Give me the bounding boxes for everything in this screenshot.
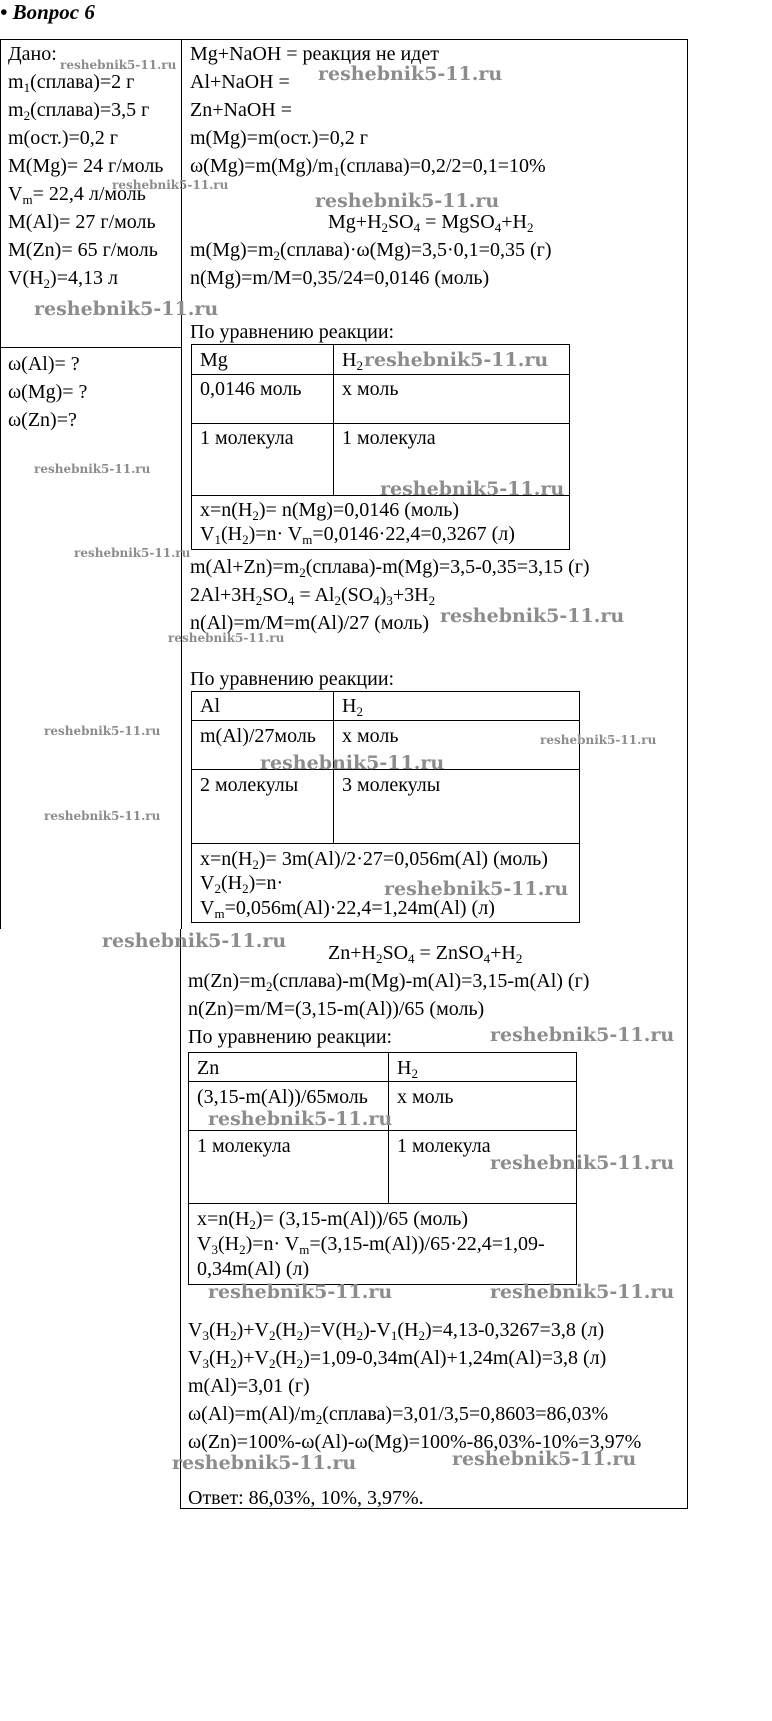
watermark: reshebnik5-11.ru	[34, 298, 219, 320]
given-M-Mg: M(Mg)= 24 г/моль	[8, 155, 164, 177]
table-zn-cell: x моль	[397, 1086, 454, 1108]
table-mg-formula-2: $V_1(H_2)=n\cdot V_m=0,0146\cdot 22,4=0,3267$ (л)	[200, 523, 515, 547]
watermark: reshebnik5-11.ru	[44, 724, 161, 738]
table-al-hline-1	[191, 720, 580, 721]
watermark: reshebnik5-11.ru	[208, 1281, 393, 1303]
answer: Ответ: 86,03%, 10%, 3,97%.	[188, 1487, 424, 1509]
by-equation-2: По уравнению реакции:	[190, 668, 395, 690]
frame-top-line	[0, 39, 688, 40]
watermark: reshebnik5-11.ru	[315, 190, 500, 212]
watermark: reshebnik5-11.ru	[380, 478, 565, 500]
table-mg-header-h2: $H_2$	[342, 349, 363, 373]
watermark: reshebnik5-11.ru	[384, 878, 569, 900]
sol-line-15: $\omega(Al)=m(Al)/m_2(сплава)=3,01/3,5=0,8603=86,03\%$	[188, 1403, 609, 1427]
table-al-formula-3: $V_m=0,056m(Al)\cdot 22,4=1,24m(Al)$ (л)	[200, 897, 495, 921]
table-mg-hline-2	[191, 423, 570, 424]
table-al-header-h2: $H_2$	[342, 695, 363, 719]
table-zn-cell: 1 молекула	[397, 1135, 491, 1157]
by-equation-1: По уравнению реакции:	[190, 321, 395, 343]
watermark: reshebnik5-11.ru	[172, 1452, 357, 1474]
sol-line-16: ω(Zn)=100%-ω(Al)-ω(Mg)=100%-86,03%-10%=3,97%	[188, 1431, 642, 1453]
table-mg-cell: 1 молекула	[200, 427, 294, 449]
table-mg-cell: x моль	[342, 378, 399, 400]
watermark: reshebnik5-11.ru	[74, 546, 191, 560]
table-zn-formula-1: $x=n(H_2)= (3,15-m(Al))/65$ (моль)	[197, 1208, 469, 1232]
given-m-rest: m(ост.)=0,2 г	[8, 127, 118, 149]
table-al-header-al: Al	[200, 695, 220, 717]
sol-line-9: n(Al)=m/M=m(Al)/27 (моль)	[190, 612, 430, 634]
table-zn-hline-3	[188, 1203, 577, 1204]
find-w-mg: ω(Mg)= ?	[8, 381, 88, 403]
table-mg-cell: 0,0146 моль	[200, 378, 302, 400]
sol-line-6: $m(Mg)=m_2(сплава)\cdot\omega(Mg)=3,5\cdot 0,1=0,35$ (г)	[190, 239, 552, 263]
watermark: reshebnik5-11.ru	[260, 752, 445, 774]
table-mg-vline	[333, 344, 334, 496]
given-V-H2: $V(H_2)=4,13$ л	[8, 267, 118, 291]
table-al-cell: m(Al)/27моль	[200, 725, 316, 747]
table-mg-formula-1: $x=n(H_2)= n(Mg)=0,0146$ (моль)	[200, 499, 460, 523]
by-equation-3: По уравнению реакции:	[188, 1026, 393, 1048]
sol-line-3: Zn+NaOH =	[190, 99, 292, 121]
watermark: reshebnik5-11.ru	[44, 809, 161, 823]
watermark: reshebnik5-11.ru	[540, 733, 657, 747]
watermark: reshebnik5-11.ru	[168, 631, 285, 645]
sol-line-5: $\omega(Mg)=m(Mg)/m_1(сплава)=0,2/2=0,1=10\%$	[190, 155, 546, 179]
question-header: • Вопрос 6	[0, 0, 95, 24]
given-find-separator	[0, 347, 182, 348]
sol-line-11: n(Zn)=m/M=(3,15-m(Al))/65 (моль)	[188, 998, 485, 1020]
table-al-formula-2: $V_2(H_2)=n\cdot$	[200, 872, 284, 896]
given-Vm: $V_m= 22,4$ л/моль	[8, 183, 146, 207]
sol-line-13: $V_3(H_2)+V_2(H_2)=1,09-0,34m(Al)+1,24m(Al)=3,8$ (л)	[188, 1347, 607, 1371]
table-al-hline-3	[191, 843, 580, 844]
table-al-cell: x моль	[342, 725, 399, 747]
frame-right-line	[687, 39, 688, 1509]
given-m1: $m_1(сплава)=2$ г	[8, 71, 135, 95]
given-M-Al: M(Al)= 27 г/моль	[8, 211, 156, 233]
table-zn-hline-2	[188, 1130, 577, 1131]
given-title: Дано:	[8, 43, 57, 65]
reaction-mg: $Mg+H_2SO_4$ = $MgSO_4+H_2$	[328, 211, 534, 235]
reaction-al: $2Al+3H_2SO_4 = Al_2(SO_4)_3+3H_2$	[190, 584, 436, 608]
frame-left-line	[0, 39, 1, 929]
watermark: reshebnik5-11.ru	[490, 1281, 675, 1303]
sol-line-8: $m(Al+Zn)=m_2(сплава)-m(Mg)=3,5-0,35=3,15$ (г)	[190, 556, 590, 580]
table-zn-cell: 1 молекула	[197, 1135, 291, 1157]
table-zn-formula-2: $V_3(H_2)=n\cdot V_m=(3,15-m(Al))/65\cdot 22,4=1,09-$	[197, 1233, 545, 1257]
watermark: reshebnik5-11.ru	[490, 1152, 675, 1174]
watermark: reshebnik5-11.ru	[34, 462, 151, 476]
given-M-Zn: M(Zn)= 65 г/моль	[8, 239, 158, 261]
table-zn-hline-1	[188, 1081, 577, 1082]
watermark: reshebnik5-11.ru	[364, 349, 549, 371]
watermark: reshebnik5-11.ru	[452, 1448, 637, 1470]
table-al-cell: 2 молекулы	[200, 774, 299, 796]
watermark: reshebnik5-11.ru	[60, 58, 177, 72]
table-al-cell: 3 молекулы	[342, 774, 441, 796]
watermark: reshebnik5-11.ru	[318, 63, 503, 85]
sol-line-1: Mg+NaOH = реакция не идет	[190, 43, 439, 65]
watermark: reshebnik5-11.ru	[490, 1024, 675, 1046]
sol-line-10: $m(Zn)=m_2(сплава)-m(Mg)-m(Al)=3,15-m(Al)$ (г)	[188, 970, 590, 994]
given-m2: $m_2(сплава)=3,5$ г	[8, 99, 150, 123]
frame-divider-line	[181, 39, 182, 929]
table-mg-cell: 1 молекула	[342, 427, 436, 449]
sol-line-2: Al+NaOH =	[190, 71, 290, 93]
lower-left-line	[180, 929, 181, 1509]
table-zn-header-h2: $H_2$	[397, 1057, 418, 1081]
table-mg-header-mg: Mg	[200, 349, 228, 371]
table-al-formula-1: $x=n(H_2)= 3m(Al)/2\cdot 27=0,056m(Al)$ (моль)	[200, 848, 548, 872]
watermark: reshebnik5-11.ru	[112, 178, 229, 192]
table-zn-header-zn: Zn	[197, 1057, 220, 1079]
table-zn-formula-3: 0,34m(Al) (л)	[197, 1258, 310, 1280]
watermark: reshebnik5-11.ru	[102, 930, 287, 952]
find-w-zn: ω(Zn)=?	[8, 409, 77, 431]
sol-line-4: m(Mg)=m(ост.)=0,2 г	[190, 127, 368, 149]
reaction-zn: $Zn+H_2SO_4$ = $ZnSO_4+H_2$	[328, 942, 523, 966]
sol-line-14: m(Al)=3,01 (г)	[188, 1375, 310, 1397]
sol-line-7: n(Mg)=m/M=0,35/24=0,0146 (моль)	[190, 267, 490, 289]
watermark: reshebnik5-11.ru	[208, 1108, 393, 1130]
find-w-al: ω(Al)= ?	[8, 353, 80, 375]
table-zn-cell: (3,15-m(Al))/65моль	[197, 1086, 368, 1108]
sol-line-12: $V_3(H_2)+V_2(H_2)=V(H_2)-V_1(H_2)=4,13-0,3267=3,8$ (л)	[188, 1319, 605, 1343]
watermark: reshebnik5-11.ru	[440, 605, 625, 627]
table-mg-hline-1	[191, 374, 570, 375]
